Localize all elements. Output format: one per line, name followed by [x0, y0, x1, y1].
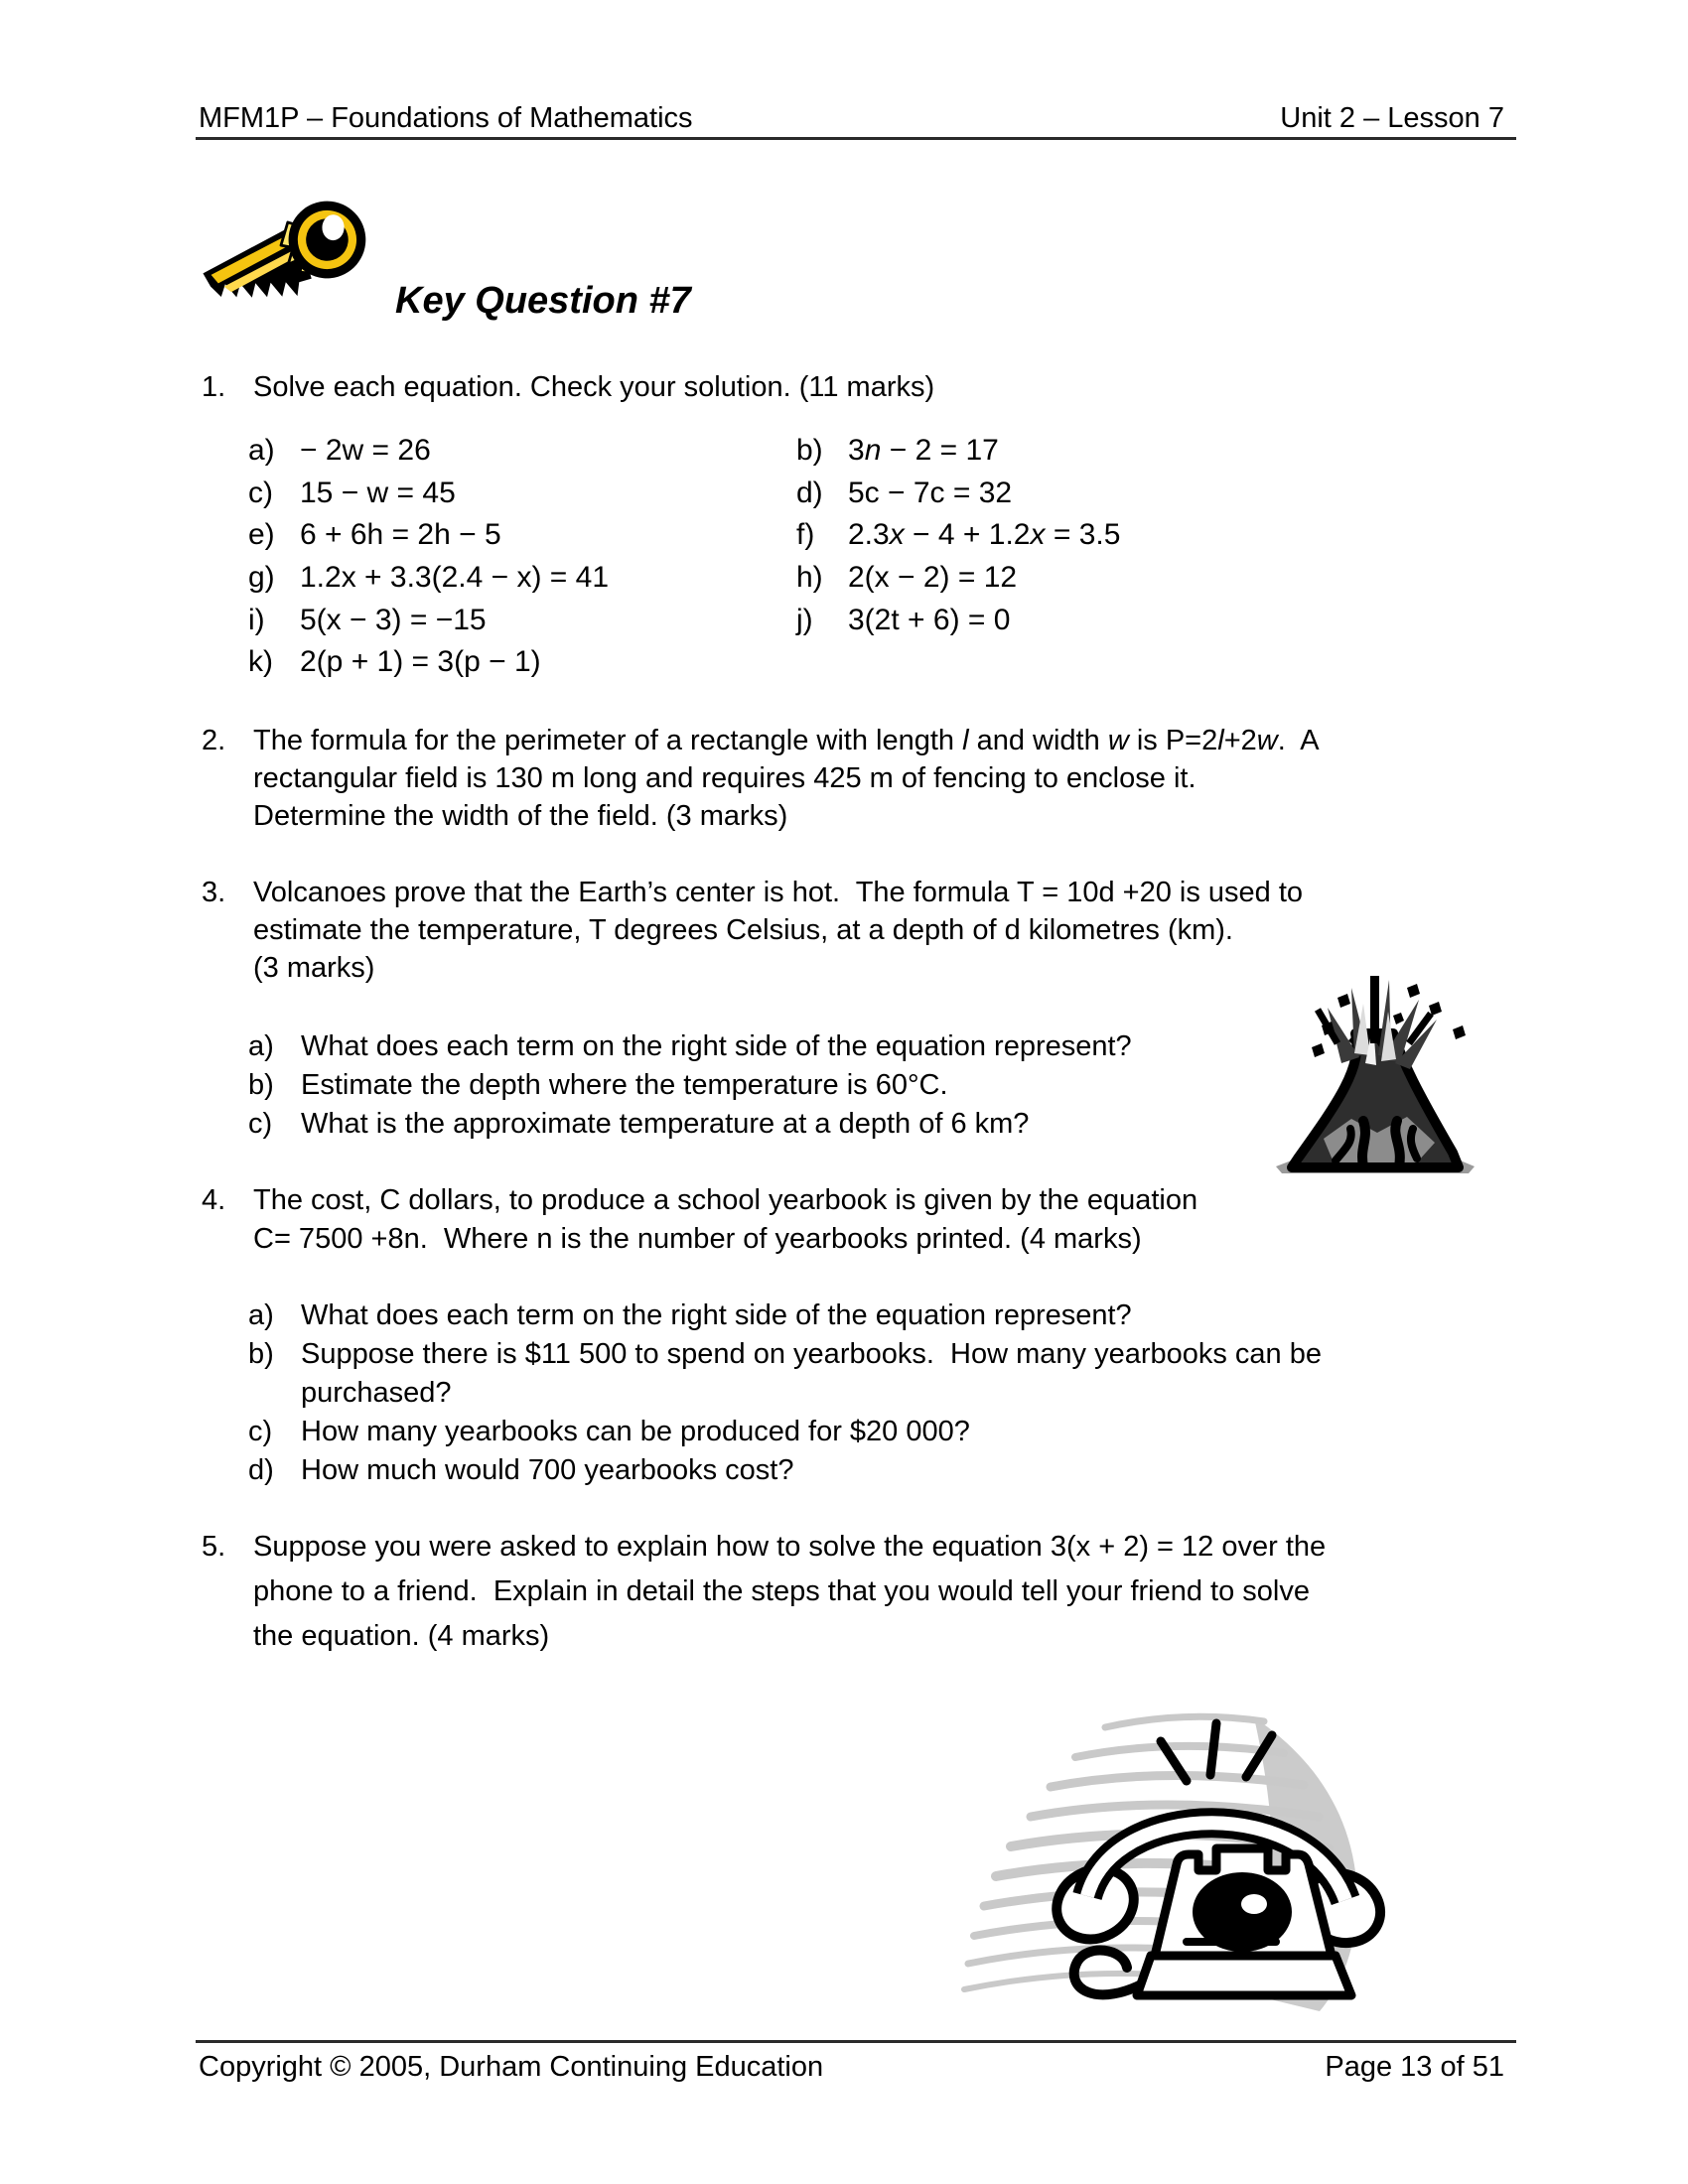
equation-f: [796, 518, 1120, 552]
equation-b: [796, 434, 999, 468]
question-4-line-2: C= 7500 +8n. Where n is the number of yearbooks printed. (4 marks): [253, 1223, 1142, 1255]
question-3-line-1: Volcanoes prove that the Earth’s center is hot. The formula T = 10d +20 is used to: [253, 877, 1304, 908]
question-3-number: 3.: [202, 877, 226, 908]
subitem-label: c): [248, 1108, 273, 1140]
question-5-number: 5.: [202, 1531, 226, 1563]
equation-label: h): [796, 561, 823, 594]
equation-a: [248, 434, 431, 468]
question-3-subitem-a: [248, 1030, 1132, 1063]
equation-label: e): [248, 518, 275, 551]
subitem-text: What does each term on the right side of the equation represent?: [301, 1299, 1132, 1331]
equation-expression: 3(2t + 6) = 0: [848, 604, 1011, 636]
equation-label: a): [248, 434, 275, 467]
question-2-line-3: Determine the width of the field. (3 marks): [253, 800, 788, 832]
question-3-subitem-b: [248, 1069, 948, 1102]
subitem-label: a): [248, 1030, 274, 1062]
equation-k: [248, 645, 541, 679]
equation-g: [248, 561, 609, 595]
subitem-text: What does each term on the right side of the equation represent?: [301, 1030, 1132, 1062]
question-4-subitem-b-line-2: purchased?: [301, 1377, 452, 1409]
question-5-line-1: Suppose you were asked to explain how to solve the equation 3(x + 2) = 12 over the: [253, 1531, 1327, 1563]
footer-page-number: Page 13 of 51: [1325, 2051, 1504, 2083]
equation-expression: 1.2x + 3.3(2.4 − x) = 41: [300, 561, 610, 594]
subitem-label: a): [248, 1299, 274, 1331]
question-4-subitem-d: [248, 1454, 793, 1487]
subitem-label: c): [248, 1416, 273, 1447]
phone-icon: [956, 1658, 1398, 2027]
subitem-text: What is the approximate temperature at a depth of 6 km?: [301, 1108, 1030, 1140]
equation-c: [248, 477, 456, 510]
equation-expression: 3n − 2 = 17: [848, 434, 999, 467]
footer-rule: [196, 2040, 1516, 2043]
key-icon: [192, 194, 375, 315]
equation-label: b): [796, 434, 823, 467]
equation-label: d): [796, 477, 823, 509]
question-5-line-3: the equation. (4 marks): [253, 1620, 550, 1652]
equation-expression: 6 + 6h = 2h − 5: [300, 518, 501, 551]
question-4-line-1: The cost, C dollars, to produce a school yearbook is given by the equation: [253, 1184, 1198, 1216]
question-2-line-2: rectangular field is 130 m long and requires 425 m of fencing to enclose it.: [253, 762, 1196, 794]
equation-expression: 5(x − 3) = −15: [300, 604, 487, 636]
equation-e: [248, 518, 501, 552]
subitem-text: How much would 700 yearbooks cost?: [301, 1454, 794, 1486]
question-5-line-2: phone to a friend. Explain in detail the steps that you would tell your friend to solve: [253, 1575, 1310, 1607]
page-title: Key Question #7: [395, 280, 691, 322]
question-1-number: 1.: [202, 371, 226, 403]
question-4-number: 4.: [202, 1184, 226, 1216]
question-2-line-1: The formula for the perimeter of a rectangle with length l and width w is P=2l+2w. A: [253, 725, 1320, 756]
equation-expression: 2(p + 1) = 3(p − 1): [300, 645, 541, 678]
subitem-label: d): [248, 1454, 274, 1486]
header-course-title: MFM1P – Foundations of Mathematics: [199, 102, 693, 134]
question-1-prompt: Solve each equation. Check your solution. (11 marks): [253, 371, 935, 403]
question-3-line-3: (3 marks): [253, 952, 375, 984]
question-4-subitem-a: [248, 1299, 1132, 1332]
question-4-subitem-c: [248, 1416, 970, 1448]
header-unit-lesson: Unit 2 – Lesson 7: [1280, 102, 1504, 134]
equation-expression: 15 − w = 45: [300, 477, 456, 509]
question-3-subitem-c: [248, 1108, 1029, 1141]
equation-label: c): [248, 477, 273, 509]
equation-i: [248, 604, 487, 637]
question-3-line-2: estimate the temperature, T degrees Celsius, at a depth of d kilometres (km).: [253, 914, 1233, 946]
footer-copyright: Copyright © 2005, Durham Continuing Education: [199, 2051, 824, 2083]
question-4-subitem-b: [248, 1338, 1322, 1371]
equation-label: k): [248, 645, 273, 678]
equation-expression: 5c − 7c = 32: [848, 477, 1013, 509]
subitem-label: b): [248, 1069, 274, 1101]
equation-j: [796, 604, 1010, 637]
equation-label: g): [248, 561, 275, 594]
subitem-text: Suppose there is $11 500 to spend on yearbooks. How many yearbooks can be: [301, 1338, 1322, 1370]
equation-expression: 2.3x − 4 + 1.2x = 3.5: [848, 518, 1121, 551]
equation-label: j): [796, 604, 813, 636]
equation-h: [796, 561, 1017, 595]
question-2-number: 2.: [202, 725, 226, 756]
equation-d: [796, 477, 1012, 510]
equation-label: i): [248, 604, 265, 636]
volcano-icon: [1268, 972, 1482, 1180]
subitem-text: Estimate the depth where the temperature is 60°C.: [301, 1069, 948, 1101]
equation-label: f): [796, 518, 815, 551]
subitem-label: b): [248, 1338, 274, 1370]
subitem-text: How many yearbooks can be produced for $20 000?: [301, 1416, 970, 1447]
equation-expression: 2(x − 2) = 12: [848, 561, 1018, 594]
header-rule: [196, 137, 1516, 140]
equation-expression: − 2w = 26: [300, 434, 431, 467]
